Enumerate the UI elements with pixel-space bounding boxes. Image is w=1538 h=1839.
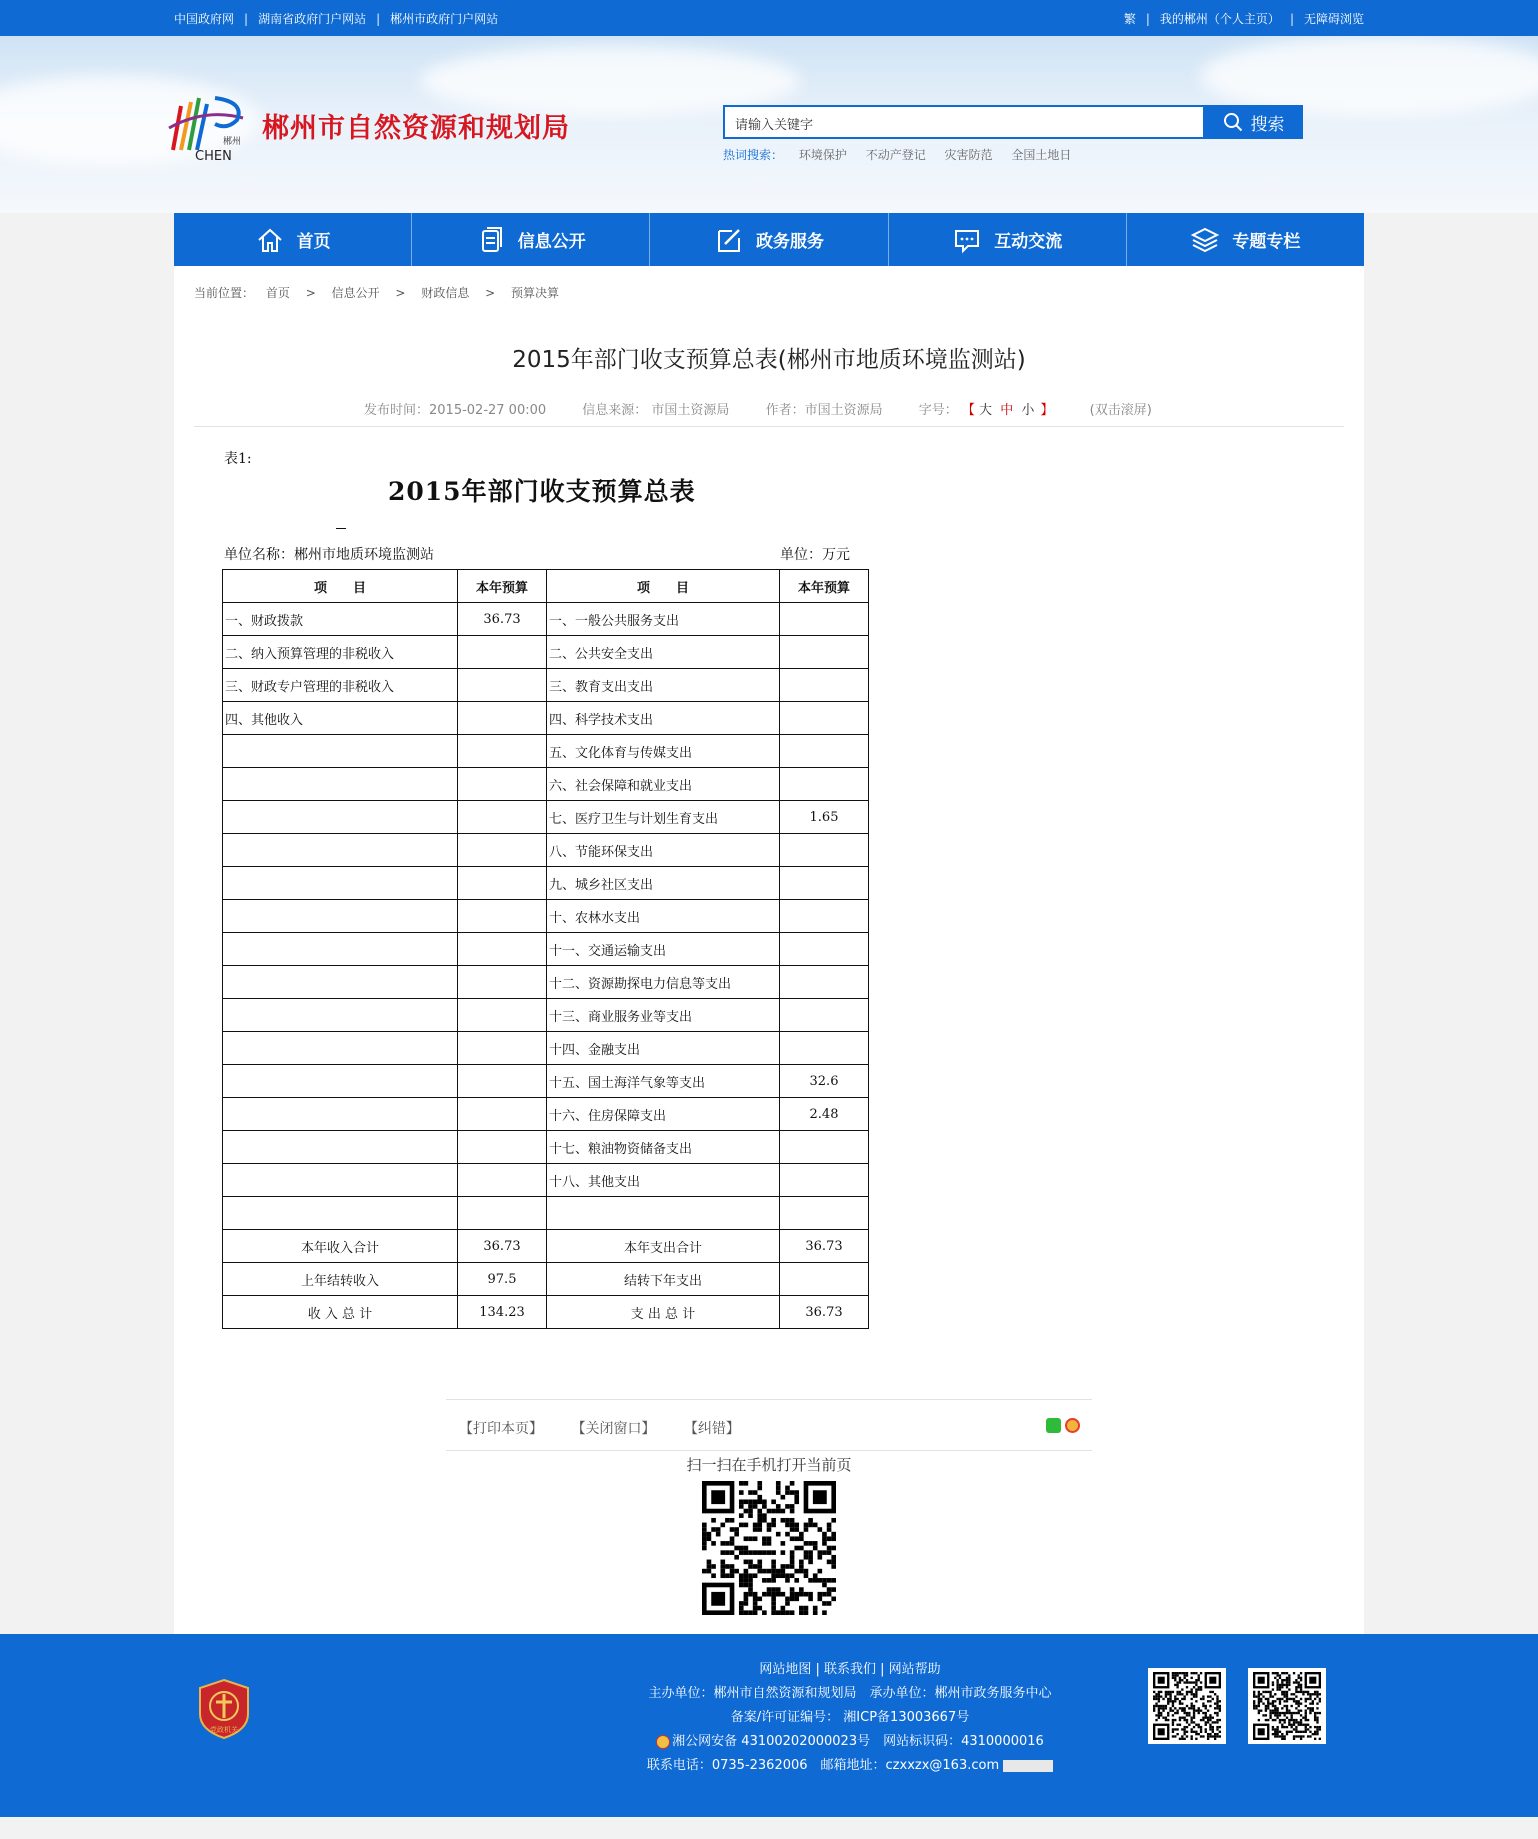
table-cell: 七、医疗卫生与计划生育支出 xyxy=(547,801,780,834)
qr-code-icon xyxy=(1152,1672,1222,1740)
table-row xyxy=(223,735,869,768)
breadcrumb-separator: > xyxy=(305,286,316,300)
table-cell: 四、其他收入 xyxy=(223,702,458,735)
article-title: 2015年部门收支预算总表(郴州市地质环境监测站) xyxy=(512,347,1026,373)
table-cell xyxy=(223,1098,458,1131)
table-cell xyxy=(458,966,547,999)
home-icon xyxy=(255,225,285,255)
font-size-medium[interactable]: 中 xyxy=(1000,403,1014,418)
logo-sub: CHEN xyxy=(195,149,232,164)
table-cell xyxy=(780,867,869,900)
page-qr-code-icon xyxy=(702,1481,836,1615)
app-qr-code xyxy=(1248,1668,1326,1744)
link-chenzhou-gov[interactable]: 郴州市政府门户网站 xyxy=(390,11,499,26)
table-row xyxy=(223,669,869,702)
table-cell xyxy=(780,1164,869,1197)
table-cell: 十八、其他支出 xyxy=(547,1164,780,1197)
table-cell xyxy=(780,768,869,801)
site-footer xyxy=(0,1634,1538,1817)
table-cell xyxy=(223,1197,458,1230)
nav-item-home[interactable] xyxy=(174,213,412,266)
table-cell: 2.48 xyxy=(780,1098,869,1131)
top-left-links: 中国政府网 | 湖南省政府门户网站 | 郴州市政府门户网站 xyxy=(174,11,499,26)
table-cell: 本年收入合计 xyxy=(223,1230,458,1263)
breadcrumb-separator: > xyxy=(485,286,496,300)
nav-item-interaction[interactable] xyxy=(889,213,1127,266)
hot-words-label: 热词搜索： xyxy=(723,148,784,162)
police-badge-icon xyxy=(656,1735,670,1749)
table-cell xyxy=(780,1131,869,1164)
table-row xyxy=(223,1032,869,1065)
breadcrumb-item-budget[interactable]: 预算决算 xyxy=(511,286,560,300)
table-row xyxy=(223,1164,869,1197)
footer-contact-row xyxy=(630,1754,1070,1778)
document-icon xyxy=(476,225,506,255)
unit-label: 单位：万元 xyxy=(780,547,850,563)
main-nav xyxy=(174,213,1364,266)
nav-item-topics[interactable] xyxy=(1127,213,1364,266)
table-cell: 二、公共安全支出 xyxy=(547,636,780,669)
table-cell: 十五、国土海洋气象等支出 xyxy=(547,1065,780,1098)
table-cell xyxy=(223,1065,458,1098)
bracket-open: 【 xyxy=(961,403,975,418)
table-cell xyxy=(223,867,458,900)
table-cell xyxy=(223,735,458,768)
nav-label: 互动交流 xyxy=(994,232,1063,252)
bracket-close: 】 xyxy=(1040,403,1054,418)
table-total-row xyxy=(223,1296,869,1329)
nav-item-info[interactable] xyxy=(412,213,650,266)
search-input[interactable]: 请输入关键字 xyxy=(723,105,1205,139)
table-row xyxy=(223,1197,869,1230)
table-cell: 二、纳入预算管理的非税收入 xyxy=(223,636,458,669)
chat-icon xyxy=(952,225,982,255)
top-bar xyxy=(0,0,1538,36)
table-total-row xyxy=(223,1230,869,1263)
table-cell xyxy=(223,834,458,867)
table-cell: 十一、交通运输支出 xyxy=(547,933,780,966)
table-cell xyxy=(458,1032,547,1065)
table-cell xyxy=(223,966,458,999)
link-hunan-gov[interactable]: 湖南省政府门户网站 xyxy=(258,11,367,26)
table-header-row xyxy=(223,570,869,603)
table-cell: 上年结转收入 xyxy=(223,1263,458,1296)
breadcrumb-separator: > xyxy=(395,286,406,300)
author: 作者：市国土资源局 xyxy=(765,403,883,418)
footer-host: 主办单位：郴州市自然资源和规划局 承办单位：郴州市政务服务中心 xyxy=(648,1686,1052,1701)
table-cell xyxy=(458,900,547,933)
table-cell xyxy=(458,1197,547,1230)
table-row xyxy=(223,1098,869,1131)
table-cell xyxy=(458,1131,547,1164)
table-cell: 三、教育支出支出 xyxy=(547,669,780,702)
table-cell xyxy=(780,1263,869,1296)
table-cell: 收 入 总 计 xyxy=(223,1296,458,1329)
table-cell: 十四、金融支出 xyxy=(547,1032,780,1065)
table-row xyxy=(223,636,869,669)
table-row xyxy=(223,702,869,735)
document-body xyxy=(174,266,1364,1634)
publish-time: 发布时间：2015-02-27 00:00 xyxy=(364,403,547,418)
table-row xyxy=(223,603,869,636)
edit-icon xyxy=(714,225,744,255)
table-cell xyxy=(458,867,547,900)
footer-police-row xyxy=(630,1730,1070,1754)
print-button[interactable]: 【打印本页】 xyxy=(459,1421,543,1437)
table-cell: 36.73 xyxy=(458,603,547,636)
table-cell xyxy=(780,702,869,735)
table-cell xyxy=(458,834,547,867)
table-cell xyxy=(547,1197,780,1230)
table-body xyxy=(223,603,869,1329)
header-item-expense: 项 目 xyxy=(547,570,780,603)
table-cell xyxy=(780,999,869,1032)
table-cell: 八、节能环保支出 xyxy=(547,834,780,867)
table-cell xyxy=(458,999,547,1032)
table-cell: 五、文化体育与传媒支出 xyxy=(547,735,780,768)
accessibility-link[interactable]: 无障碍浏览 xyxy=(1303,11,1364,26)
site-header xyxy=(0,36,1538,213)
double-click-scroll[interactable]: (双击滚屏) xyxy=(1089,403,1152,418)
wechat-qr-code xyxy=(1148,1668,1226,1744)
table-cell xyxy=(458,1065,547,1098)
site-logo-icon[interactable] xyxy=(165,88,251,164)
table-cell xyxy=(780,900,869,933)
table-cell: 1.65 xyxy=(780,801,869,834)
cnzz-stat-icon[interactable] xyxy=(1003,1760,1053,1772)
table-cell: 支 出 总 计 xyxy=(547,1296,780,1329)
table-row xyxy=(223,933,869,966)
breadcrumb-item-finance[interactable]: 财政信息 xyxy=(421,286,470,300)
hot-word[interactable]: 不动产登记 xyxy=(865,148,926,162)
footer-icp[interactable]: 备案/许可证编号： 湘ICP备13003667号 xyxy=(730,1710,970,1725)
table-cell xyxy=(780,966,869,999)
hot-words xyxy=(723,146,1086,163)
table-cell xyxy=(458,669,547,702)
nav-label: 政务服务 xyxy=(756,232,824,252)
table-cell: 本年支出合计 xyxy=(547,1230,780,1263)
table-cell xyxy=(458,636,547,669)
font-size-label: 字号： xyxy=(918,403,958,418)
layers-icon xyxy=(1190,225,1220,255)
table-cell: 结转下年支出 xyxy=(547,1263,780,1296)
search-button[interactable] xyxy=(1204,105,1303,139)
table-cell xyxy=(780,669,869,702)
table-cell xyxy=(223,1131,458,1164)
table-cell xyxy=(458,801,547,834)
table-cell xyxy=(223,933,458,966)
divider xyxy=(446,1399,1092,1400)
table-cell xyxy=(458,1098,547,1131)
table-row xyxy=(223,834,869,867)
hot-word[interactable]: 环境保护 xyxy=(798,148,847,162)
logo-text: 郴州 xyxy=(223,137,242,147)
table-row xyxy=(223,1065,869,1098)
table-cell xyxy=(458,735,547,768)
table-cell xyxy=(780,1032,869,1065)
table-cell: 97.5 xyxy=(458,1263,547,1296)
table-row xyxy=(223,867,869,900)
table-title: 2015年部门收支预算总表 xyxy=(388,477,696,506)
table-cell xyxy=(780,834,869,867)
footer-police[interactable]: 湘公网安备 43100202000023号 网站标识码：4310000016 xyxy=(672,1734,1044,1749)
table-cell xyxy=(223,1032,458,1065)
table-row xyxy=(223,768,869,801)
hot-word[interactable]: 全国土地日 xyxy=(1011,148,1072,162)
footer-info xyxy=(630,1658,1070,1778)
traditional-chinese-link[interactable]: 繁 xyxy=(1123,11,1136,26)
table-cell: 九、城乡社区支出 xyxy=(547,867,780,900)
table-cell xyxy=(458,1164,547,1197)
top-right-links: 繁 | 我的郴州（个人主页） | 无障碍浏览 xyxy=(1123,11,1364,26)
table-row xyxy=(223,900,869,933)
table-cell: 36.73 xyxy=(458,1230,547,1263)
table-cell xyxy=(223,999,458,1032)
table-cell xyxy=(458,933,547,966)
close-window-button[interactable]: 【关闭窗口】 xyxy=(571,1421,656,1437)
main-content xyxy=(174,266,1364,1634)
info-source: 信息来源： 市国土资源局 xyxy=(582,403,730,418)
breadcrumb-label: 当前位置： xyxy=(194,286,255,300)
table-cell: 十六、住房保障支出 xyxy=(547,1098,780,1131)
table-cell xyxy=(458,702,547,735)
table-cell xyxy=(223,900,458,933)
font-size-large[interactable]: 大 xyxy=(979,403,993,418)
table-row xyxy=(223,1131,869,1164)
table-cell xyxy=(458,768,547,801)
table-cell: 六、社会保障和就业支出 xyxy=(547,768,780,801)
header-budget-income: 本年预算 xyxy=(458,570,547,603)
table-cell xyxy=(223,801,458,834)
table-cell: 一、财政拨款 xyxy=(223,603,458,636)
qr-code-icon xyxy=(1252,1672,1322,1740)
table-row xyxy=(223,966,869,999)
breadcrumb-item-home[interactable]: 首页 xyxy=(265,286,290,300)
weibo-share-icon[interactable] xyxy=(1065,1418,1080,1433)
header-budget-expense: 本年预算 xyxy=(780,570,869,603)
table-total-row xyxy=(223,1263,869,1296)
badge-text: 党政机关 xyxy=(210,1726,238,1734)
table-cell: 一、一般公共服务支出 xyxy=(547,603,780,636)
table-cell: 134.23 xyxy=(458,1296,547,1329)
table-cell: 十、农林水支出 xyxy=(547,900,780,933)
dash-mark xyxy=(336,528,346,529)
footer-contact: 联系电话：0735-2362006 邮箱地址：czxxzx@163.com xyxy=(646,1758,1000,1773)
page-tools xyxy=(459,1418,764,1438)
footer-links[interactable]: 网站地图 | 联系我们 | 网站帮助 xyxy=(759,1662,941,1677)
cloud-decoration xyxy=(1200,36,1538,116)
unit-name: 单位名称：郴州市地质环境监测站 xyxy=(224,547,434,563)
table-row xyxy=(223,999,869,1032)
header-item-income: 项 目 xyxy=(223,570,458,603)
table-cell: 32.6 xyxy=(780,1065,869,1098)
search-icon xyxy=(1223,112,1243,132)
table-row xyxy=(223,801,869,834)
table-cell xyxy=(780,636,869,669)
nav-label: 信息公开 xyxy=(517,232,586,252)
table-cell xyxy=(223,768,458,801)
share-icons xyxy=(1046,1418,1080,1433)
table-cell: 36.73 xyxy=(780,1296,869,1329)
party-government-badge-icon[interactable] xyxy=(196,1678,252,1740)
table-cell xyxy=(780,933,869,966)
table-cell: 十三、商业服务业等支出 xyxy=(547,999,780,1032)
site-title[interactable]: 郴州市自然资源和规划局 xyxy=(262,113,570,144)
page-bottom xyxy=(0,1817,1538,1839)
table-cell xyxy=(780,603,869,636)
table-cell xyxy=(780,1197,869,1230)
link-china-gov[interactable]: 中国政府网 xyxy=(174,11,235,26)
scan-qr-text: 扫一扫在手机打开当前页 xyxy=(686,1456,852,1474)
table-cell: 十七、粮油物资储备支出 xyxy=(547,1131,780,1164)
nav-label: 专题专栏 xyxy=(1232,232,1301,252)
report-error-button[interactable]: 【纠错】 xyxy=(683,1421,740,1437)
hot-word[interactable]: 灾害防范 xyxy=(944,148,993,162)
table-label: 表1: xyxy=(224,451,252,467)
font-size-small[interactable]: 小 xyxy=(1021,403,1035,418)
wechat-share-icon[interactable] xyxy=(1046,1418,1061,1433)
table-cell: 十二、资源勘探电力信息等支出 xyxy=(547,966,780,999)
table-cell: 36.73 xyxy=(780,1230,869,1263)
nav-item-services[interactable] xyxy=(650,213,888,266)
nav-label: 首页 xyxy=(296,232,331,252)
breadcrumb-item-info[interactable]: 信息公开 xyxy=(331,286,380,300)
table-cell: 三、财政专户管理的非税收入 xyxy=(223,669,458,702)
search-button-label: 搜索 xyxy=(1250,114,1285,135)
table-cell: 四、科学技术支出 xyxy=(547,702,780,735)
my-chenzhou-link[interactable]: 我的郴州（个人主页） xyxy=(1159,11,1280,26)
table-cell xyxy=(780,735,869,768)
divider xyxy=(446,1450,1092,1451)
budget-table xyxy=(222,569,869,1329)
table-cell xyxy=(223,1164,458,1197)
